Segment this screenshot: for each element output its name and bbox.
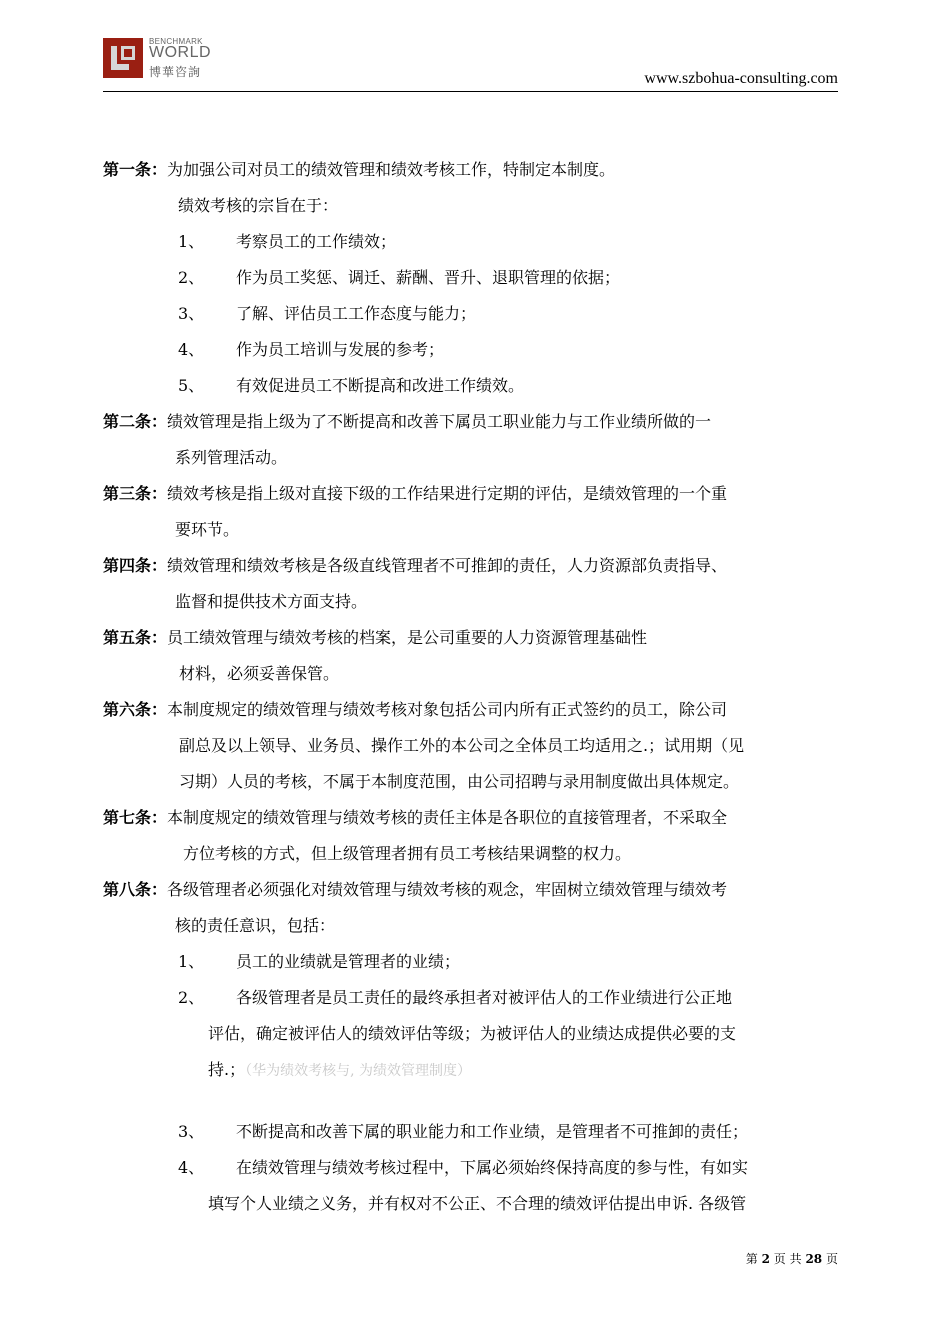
article-7: 第七条：本制度规定的绩效管理与绩效考核的责任主体是各职位的直接管理者，不采取全	[103, 808, 728, 827]
list-item: 1、 考察员工的工作绩效；	[178, 232, 397, 251]
article-3: 第三条：绩效考核是指上级对直接下级的工作结果进行定期的评估，是绩效管理的一个重	[103, 484, 728, 503]
article-label: 第一条：	[103, 160, 168, 179]
company-logo	[103, 34, 215, 82]
logo-chinese-text: 博華咨詢	[149, 65, 202, 79]
website-url: www.szbohua-consulting.com	[644, 70, 838, 87]
list-item: 3、 不断提高和改善下属的职业能力和工作业绩，是管理者不可推卸的责任；	[178, 1122, 749, 1141]
header-divider	[103, 91, 838, 92]
article-1-intro: 绩效考核的宗旨在于：	[178, 196, 339, 215]
article-2: 第二条：绩效管理是指上级为了不断提高和改善下属员工职业能力与工作业绩所做的一	[103, 412, 712, 431]
article-5: 第五条：员工绩效管理与绩效考核的档案，是公司重要的人力资源管理基础性	[103, 628, 648, 647]
article-5-cont: 材料，必须妥善保管。	[179, 664, 340, 683]
list-item: 3、 了解、评估员工工作态度与能力；	[178, 304, 477, 323]
article-8: 第八条：各级管理者必须强化对绩效管理与绩效考核的观念，牢固树立绩效管理与绩效考	[103, 880, 728, 899]
article-8-cont: 核的责任意识，包括：	[175, 916, 336, 935]
article-6: 第六条：本制度规定的绩效管理与绩效考核对象包括公司内所有正式签约的员工，除公司	[103, 700, 728, 719]
article-2-cont: 系列管理活动。	[175, 448, 288, 467]
article-1	[103, 152, 615, 188]
list-item: 1、 员工的业绩就是管理者的业绩；	[178, 952, 461, 971]
list-item: 5、 有效促进员工不断提高和改进工作绩效。	[178, 376, 525, 395]
article-4-cont: 监督和提供技术方面支持。	[175, 592, 368, 611]
list-item: 4、 在绩效管理与绩效考核过程中，下属必须始终保持高度的参与性，有如实	[178, 1158, 749, 1177]
article-4: 第四条：绩效管理和绩效考核是各级直线管理者不可推卸的责任，人力资源部负责指导、	[103, 556, 728, 575]
list-item-cont: 持.；（华为绩效考核与, 为绩效管理制度）	[208, 1060, 471, 1079]
list-item-cont: 填写个人业绩之义务，并有权对不公正、不合理的绩效评估提出申诉. 各级管	[208, 1194, 747, 1213]
logo-benchmark-text: BENCHMARK	[149, 37, 203, 46]
list-item-cont: 评估，确定被评估人的绩效评估等级；为被评估人的业绩达成提供必要的支	[208, 1024, 737, 1043]
article-7-cont: 方位考核的方式，但上级管理者拥有员工考核结果调整的权力。	[183, 844, 632, 863]
article-text: 为加强公司对员工的绩效管理和绩效考核工作，特制定本制度。	[167, 160, 616, 179]
page-number: 第 2 页 共 28 页	[745, 1252, 838, 1266]
logo-world-text: WORLD	[149, 44, 212, 61]
list-item: 2、 作为员工奖惩、调迁、薪酬、晋升、退职管理的依据；	[178, 268, 621, 287]
article-3-cont: 要环节。	[175, 520, 240, 539]
page-header	[103, 34, 838, 92]
list-item: 4、 作为员工培训与发展的参考；	[178, 340, 445, 359]
faded-note: （华为绩效考核与, 为绩效管理制度）	[245, 1063, 471, 1079]
article-6-cont: 习期）人员的考核，不属于本制度范围，由公司招聘与录用制度做出具体规定。	[179, 772, 740, 791]
list-item: 2、 各级管理者是员工责任的最终承担者对被评估人的工作业绩进行公正地	[178, 988, 733, 1007]
logo-mark-icon	[103, 38, 143, 78]
article-6-cont: 副总及以上领导、业务员、操作工外的本公司之全体员工均适用之.；试用期（见	[179, 736, 745, 755]
